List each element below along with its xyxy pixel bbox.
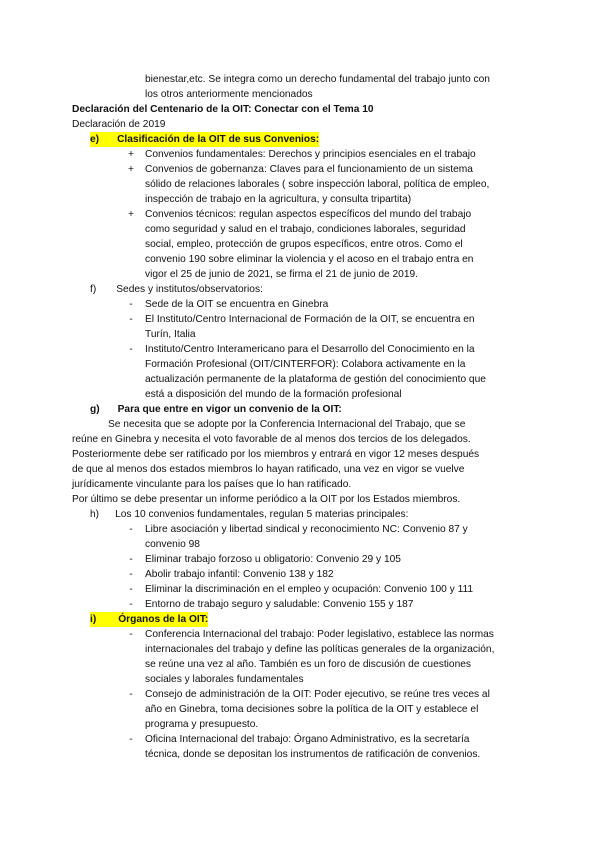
section-h-bullet-0: - xyxy=(129,524,133,535)
section-h-item-2-line-0: Abolir trabajo infantil: Convenio 138 y 182 xyxy=(145,569,334,580)
declaration-year: Declaración de 2019 xyxy=(72,119,166,130)
section-e-item-2-line-2: social, empleo, protección de grupos específicos, entre otros. Como el xyxy=(145,239,463,250)
section-i-item-2-line-0: Oficina Internacional del trabajo: Órgano Administrativo, es la secretaría xyxy=(145,734,470,745)
section-g-marker: g) xyxy=(90,404,100,415)
declaration-title: Declaración del Centenario de la OIT: Conectar con el Tema 10 xyxy=(72,104,374,115)
section-h-title: Los 10 convenios fundamentales, regulan 5 materias principales: xyxy=(115,509,409,520)
section-h-bullet-2: - xyxy=(129,569,133,580)
intro-continuation-line-2: los otros anteriormente mencionados xyxy=(145,89,313,100)
section-h-item-1-line-0: Eliminar trabajo forzoso u obligatorio: Convenio 29 y 105 xyxy=(145,554,401,565)
section-e-item-1-line-2: inspección de trabajo en la agricultura, y consulta tripartita) xyxy=(145,194,412,205)
section-i-bullet-2: - xyxy=(129,734,133,745)
section-i-item-0-line-3: sociales y laborales fundamentales xyxy=(145,674,304,685)
section-h-item-3-line-0: Eliminar la discriminación en el empleo y ocupación: Convenio 100 y 111 xyxy=(145,584,474,595)
section-i-item-0-line-1: internacionales del trabajo y define las políticas generales de la organización, xyxy=(145,644,495,655)
section-e-item-1-line-1: sólido de relaciones laborales ( sobre inspección laboral, política de empleo, xyxy=(145,179,490,190)
section-f-bullet-0: - xyxy=(129,299,133,310)
section-e-title: Clasificación de la OIT de sus Convenios: xyxy=(117,134,320,145)
section-e-item-0-line-0: Convenios fundamentales: Derechos y principios esenciales en el trabajo xyxy=(145,149,476,160)
section-g-para-line-2: Posteriormente debe ser ratificado por los miembros y entrará en vigor 12 meses después xyxy=(72,449,480,460)
section-i-item-1-line-2: programa y presupuesto. xyxy=(145,719,259,730)
intro-continuation-line-1: bienestar,etc. Se integra como un derecho fundamental del trabajo junto con xyxy=(145,74,490,85)
section-i-item-2-line-1: técnica, donde se depositan los instrumentos de ratificación de convenios. xyxy=(145,749,481,760)
section-g-title: Para que entre en vigor un convenio de la OIT: xyxy=(117,404,342,415)
section-e-item-2-line-1: como seguridad y salud en el trabajo, condiciones laborales, seguridad xyxy=(145,224,466,235)
section-g-last-line: Por último se debe presentar un informe periódico a la OIT por los Estados miembros. xyxy=(72,494,461,505)
section-g-para-line-0: Se necesita que se adopte por la Conferencia Internacional del Trabajo, que se xyxy=(108,419,466,430)
section-e-marker: e) xyxy=(90,134,100,145)
section-f-item-2-line-3: está a disposición del mundo de la formación profesional xyxy=(145,389,402,400)
section-g-heading xyxy=(90,402,342,417)
section-f-item-0-line-0: Sede de la OIT se encuentra en Ginebra xyxy=(145,299,329,310)
section-f-item-1-line-0: El Instituto/Centro Internacional de Formación de la OIT, se encuentra en xyxy=(145,314,475,325)
section-h-bullet-4: - xyxy=(129,599,133,610)
section-e-bullet-0: + xyxy=(128,149,134,160)
section-i-bullet-0: - xyxy=(129,629,133,640)
section-e-heading xyxy=(90,132,319,147)
section-f-heading xyxy=(90,282,263,297)
section-f-marker: f) xyxy=(90,284,97,295)
section-h-item-0-line-0: Libre asociación y libertad sindical y reconocimiento NC: Convenio 87 y xyxy=(145,524,468,535)
section-f-item-1-line-1: Turín, Italia xyxy=(145,329,196,340)
section-f-item-2-line-0: Instituto/Centro Interamericano para el Desarrollo del Conocimiento en la xyxy=(145,344,475,355)
section-e-item-1-line-0: Convenios de gobernanza: Claves para el funcionamiento de un sistema xyxy=(145,164,473,175)
section-g-para-line-4: jurídicamente vinculante para los países que lo han ratificado. xyxy=(72,479,352,490)
section-h-bullet-3: - xyxy=(129,584,133,595)
section-i-marker: i) xyxy=(90,614,97,625)
section-i-bullet-1: - xyxy=(129,689,133,700)
section-g-para-line-1: reúne en Ginebra y necesita el voto favorable de al menos dos tercios de los delegados. xyxy=(72,434,471,445)
section-i-title: Órganos de la OIT: xyxy=(118,614,209,625)
section-h-item-0-line-1: convenio 98 xyxy=(145,539,200,550)
section-i-item-1-line-1: año en Ginebra, toma decisiones sobre la política de la OIT y establece el xyxy=(145,704,479,715)
section-i-item-1-line-0: Consejo de administración de la OIT: Poder ejecutivo, se reúne tres veces al xyxy=(145,689,490,700)
section-h-heading xyxy=(90,507,408,522)
section-h-bullet-1: - xyxy=(129,554,133,565)
section-h-item-4-line-0: Entorno de trabajo seguro y saludable: Convenio 155 y 187 xyxy=(145,599,414,610)
section-e-item-2-line-4: vigor el 25 de junio de 2021, se firma el 21 de junio de 2019. xyxy=(145,269,418,280)
section-g-para-line-3: de que al menos dos estados miembros lo hayan ratificado, una vez en vigor se vuelve xyxy=(72,464,465,475)
section-f-item-2-line-1: Formación Profesional (OIT/CINTERFOR): Colabora activamente en la xyxy=(145,359,466,370)
section-i-item-0-line-0: Conferencia Internacional del trabajo: Poder legislativo, establece las normas xyxy=(145,629,494,640)
section-h-marker: h) xyxy=(90,509,100,520)
section-e-bullet-1: + xyxy=(128,164,134,175)
section-e-item-2-line-0: Convenios técnicos: regulan aspectos específicos del mundo del trabajo xyxy=(145,209,472,220)
section-f-title: Sedes y institutos/observatorios: xyxy=(116,284,263,295)
section-f-bullet-2: - xyxy=(129,344,133,355)
section-i-item-0-line-2: se reúne una vez al año. También es un foro de discusión de cuestiones xyxy=(145,659,472,670)
section-e-item-2-line-3: convenio 190 sobre eliminar la violencia y el acoso en el trabajo entra en xyxy=(145,254,474,265)
section-f-item-2-line-2: actualización permanente de la plataforma de gestión del conocimiento que xyxy=(145,374,486,385)
section-f-bullet-1: - xyxy=(129,314,133,325)
section-e-bullet-2: + xyxy=(128,209,134,220)
section-i-heading xyxy=(90,612,208,627)
